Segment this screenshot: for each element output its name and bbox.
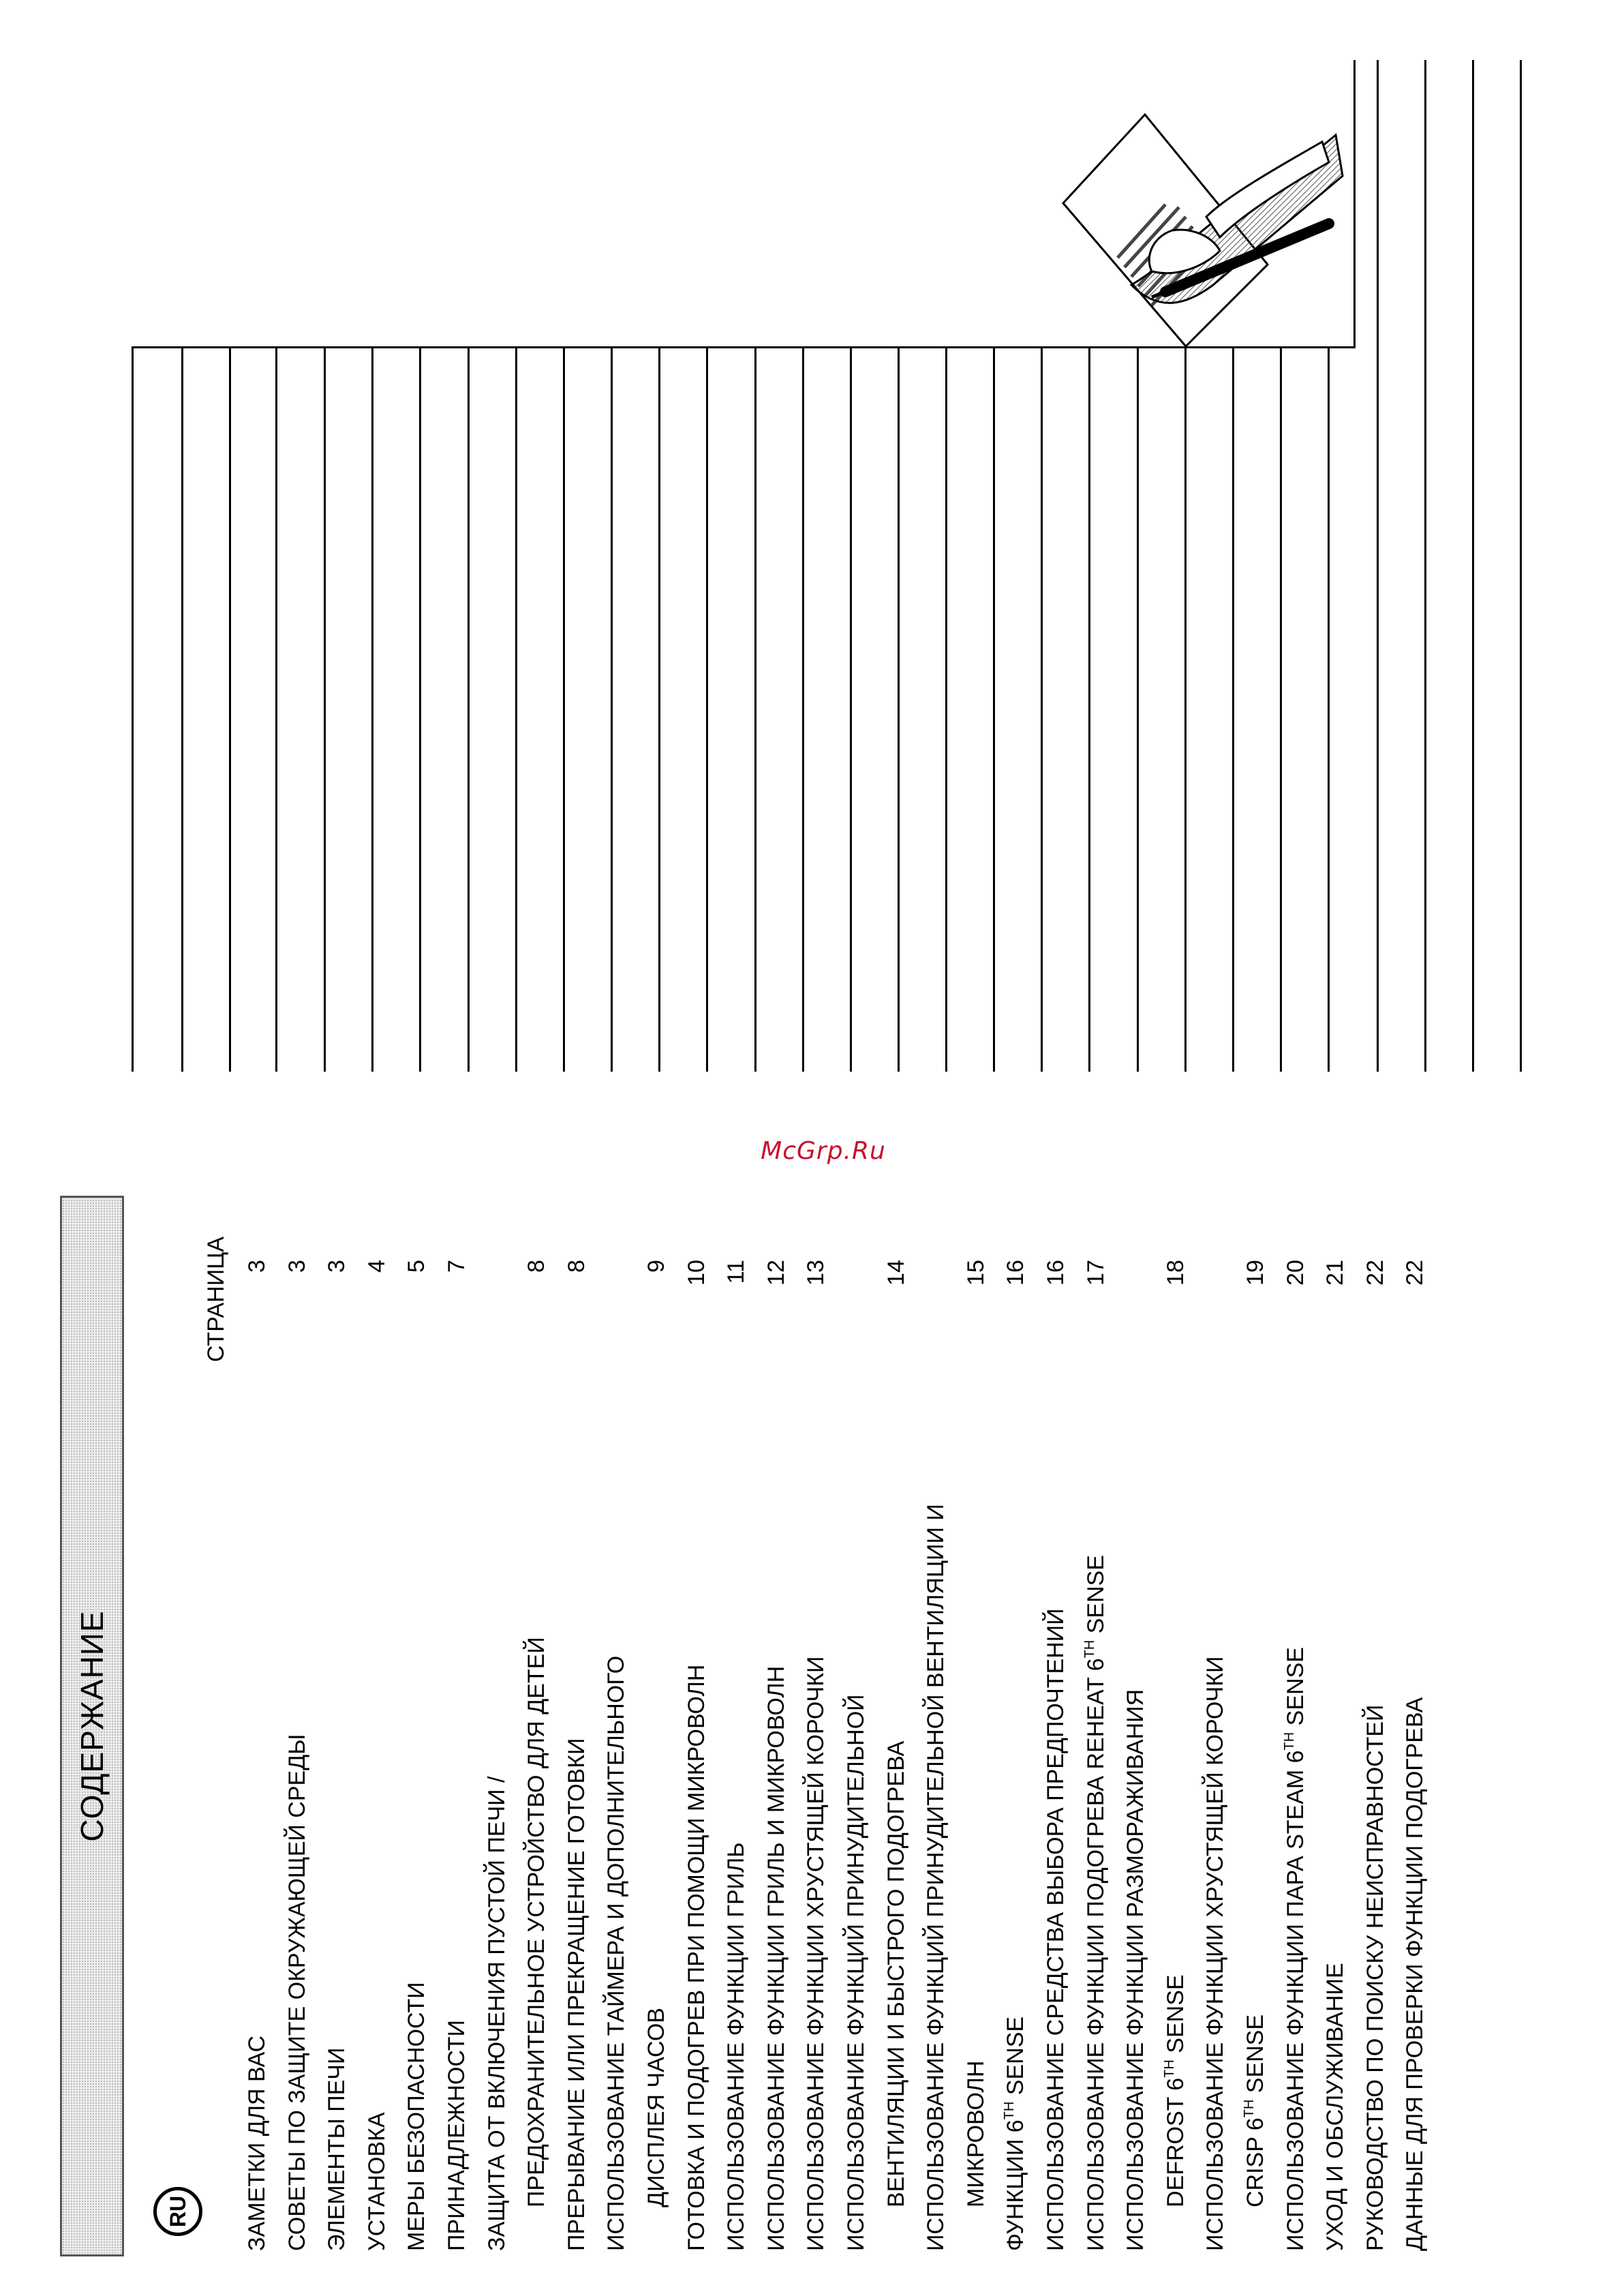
toc-entry xyxy=(1356,796,1395,2296)
toc-entry-label xyxy=(956,2061,996,2207)
page-column-header: СТРАНИЦА xyxy=(203,1236,229,1362)
note-rule-line xyxy=(1088,348,1090,1072)
toc-entry-text: ИСПОЛЬЗОВАНИЕ ФУНКЦИИ ХРУСТЯЩЕЙ КОРОЧКИ xyxy=(803,1656,829,2251)
toc-entry xyxy=(876,796,916,2296)
note-rule-line xyxy=(419,348,421,1072)
toc-entry xyxy=(756,796,796,2296)
toc-entry-text: ЭЛЕМЕНТЫ ПЕЧИ xyxy=(324,2047,350,2251)
toc-entry-text: ГОТОВКА И ПОДОГРЕВ ПРИ ПОМОЩИ МИКРОВОЛН xyxy=(683,1664,709,2251)
toc-entry xyxy=(277,796,317,2296)
note-rule-line xyxy=(706,348,708,1072)
toc-entry-label xyxy=(677,1665,716,2251)
toc-entry-text-suffix: SENSE xyxy=(1242,2014,1268,2100)
toc-entry-page: 9 xyxy=(643,1260,669,1273)
toc-entry-label xyxy=(317,2048,356,2251)
toc-entry xyxy=(637,796,676,2296)
toc-entry-text: ИСПОЛЬЗОВАНИЕ ФУНКЦИЙ ПРИНУДИТЕЛЬНОЙ ВЕНТИЛЯЦИИ И xyxy=(923,1504,949,2251)
toc-entry xyxy=(916,796,955,2296)
toc-entry-label xyxy=(557,1738,596,2251)
toc-entry-text: МИКРОВОЛН xyxy=(962,2060,989,2207)
toc-entry-text: ИСПОЛЬЗОВАНИЕ ФУНКЦИЙ ПРИНУДИТЕЛЬНОЙ xyxy=(843,1694,869,2251)
note-rule-line xyxy=(515,348,517,1072)
toc-entry-text: ИСПОЛЬЗОВАНИЕ ФУНКЦИИ ПОДОГРЕВА REHEAT 6 xyxy=(1082,1658,1109,2251)
toc-entry-page: 19 xyxy=(1242,1260,1268,1286)
toc-entry-label xyxy=(1116,1689,1155,2251)
note-rule-line xyxy=(1184,348,1187,1072)
toc-entry xyxy=(677,796,716,2296)
toc-entry-text-suffix: SENSE xyxy=(1162,1974,1189,2060)
toc-entry-label xyxy=(1356,1705,1395,2251)
toc-entry-label xyxy=(876,1741,916,2207)
toc-entry xyxy=(716,796,756,2296)
toc-entry xyxy=(956,796,996,2296)
toc-entry-label xyxy=(477,1777,517,2251)
toc-entry-text: ИСПОЛЬЗОВАНИЕ ФУНКЦИИ ПАРА STEAM 6 xyxy=(1282,1750,1309,2251)
note-rule-line xyxy=(229,348,231,1072)
toc-entry-text: ИСПОЛЬЗОВАНИЕ СРЕДСТВА ВЫБОРА ПРЕДПОЧТЕНИЙ xyxy=(1043,1608,1069,2251)
toc-entry-text: DEFROST 6 xyxy=(1162,2077,1189,2207)
toc-entry-text: ВЕНТИЛЯЦИИ И БЫСТРОГО ПОДОГРЕВА xyxy=(883,1740,909,2207)
note-rule-line xyxy=(1328,348,1330,1072)
note-rule-line xyxy=(1232,348,1234,1072)
toc-entry-page: 13 xyxy=(803,1260,829,1286)
contents-title-bar xyxy=(60,1196,124,2256)
toc-entry-page: 5 xyxy=(403,1260,430,1273)
toc-entry-label xyxy=(1156,1974,1195,2207)
toc-entry-page: 15 xyxy=(962,1260,989,1286)
toc-entry xyxy=(836,796,876,2296)
notes-box-top xyxy=(132,346,1356,348)
note-rule-line xyxy=(132,348,134,1072)
note-rule-line xyxy=(1520,60,1522,1072)
toc-entry-page: 8 xyxy=(523,1260,550,1273)
note-rule-line xyxy=(275,348,277,1072)
toc-entry-text: ПРЕРЫВАНИЕ ИЛИ ПРЕКРАЩЕНИЕ ГОТОВКИ xyxy=(563,1738,590,2251)
toc-entry-page: 22 xyxy=(1402,1260,1428,1286)
note-rule-line xyxy=(945,348,947,1072)
note-rule-line xyxy=(1424,60,1426,1072)
note-rule-line xyxy=(993,348,995,1072)
toc-entry-label xyxy=(357,2112,397,2251)
toc-entry xyxy=(1156,796,1195,2296)
note-rule-line xyxy=(181,348,183,1072)
toc-entry-text: СОВЕТЫ ПО ЗАЩИТЕ ОКРУЖАЮЩЕЙ СРЕДЫ xyxy=(284,1734,310,2251)
toc-entry-page: 16 xyxy=(1043,1260,1069,1286)
toc-entry-page: 4 xyxy=(363,1260,390,1273)
note-rule-line xyxy=(468,348,470,1072)
toc-entry-text: УСТАНОВКА xyxy=(363,2112,390,2251)
toc-entry xyxy=(317,796,356,2296)
toc-entry-text: ПРИНАДЛЕЖНОСТИ xyxy=(444,2020,470,2251)
note-rule-line xyxy=(802,348,804,1072)
note-rule-line xyxy=(658,348,660,1072)
toc-entry-label xyxy=(796,1657,836,2251)
toc-entry xyxy=(1076,796,1116,2296)
note-rule-line xyxy=(1280,348,1282,1072)
toc-entry-text: ЗАЩИТА ОТ ВКЛЮЧЕНИЯ ПУСТОЙ ПЕЧИ / xyxy=(483,1776,510,2251)
toc-entry xyxy=(1116,796,1155,2296)
note-rule-line xyxy=(754,348,756,1072)
toc-entry-page: 17 xyxy=(1082,1260,1109,1286)
toc-entry-superscript: TH xyxy=(1002,2101,1017,2120)
toc-entry-text-suffix: SENSE xyxy=(1003,2016,1029,2102)
toc-entry-label xyxy=(716,1842,756,2251)
notes-box-divider xyxy=(1353,60,1356,348)
toc-entry-text: ИСПОЛЬЗОВАНИЕ ФУНКЦИИ ГРИЛЬ xyxy=(723,1842,750,2251)
toc-entry xyxy=(1315,796,1355,2296)
toc-entry xyxy=(596,796,636,2296)
toc-entry-label xyxy=(916,1504,955,2251)
toc-entry-label xyxy=(1195,1657,1235,2251)
toc-entry-text: ИСПОЛЬЗОВАНИЕ ФУНКЦИИ ХРУСТЯЩЕЙ КОРОЧКИ xyxy=(1202,1656,1229,2251)
toc-entry xyxy=(1395,796,1435,2296)
toc-entry-text: ИСПОЛЬЗОВАНИЕ ФУНКЦИИ ГРИЛЬ И МИКРОВОЛН xyxy=(763,1665,789,2251)
toc-entry-superscript: TH xyxy=(1242,2099,1257,2118)
toc-entry-text: ИСПОЛЬЗОВАНИЕ ФУНКЦИИ РАЗМОРАЖИВАНИЯ xyxy=(1122,1689,1149,2251)
toc-entry-text: ИСПОЛЬЗОВАНИЕ ТАЙМЕРА И ДОПОЛНИТЕЛЬНОГО xyxy=(603,1655,630,2251)
toc-entry-page: 7 xyxy=(444,1260,470,1273)
toc-entry xyxy=(996,796,1035,2296)
toc-entry-label xyxy=(1395,1697,1435,2251)
toc-entry-label xyxy=(756,1666,796,2251)
toc-entry-page: 3 xyxy=(244,1260,270,1273)
note-rule-line xyxy=(1377,60,1379,1072)
toc-entry-label xyxy=(637,2008,676,2207)
toc-entry-page: 8 xyxy=(563,1260,590,1273)
toc-entry-label xyxy=(237,2036,277,2251)
toc-entry-page: 20 xyxy=(1282,1260,1309,1286)
note-rule-line xyxy=(611,348,613,1072)
toc-entry-label xyxy=(1236,2014,1275,2207)
toc-entry xyxy=(437,796,476,2296)
toc-entry-page: 10 xyxy=(683,1260,709,1286)
toc-entry-label xyxy=(1315,1963,1355,2251)
toc-entry-text: РУКОВОДСТВО ПО ПОИСКУ НЕИСПРАВНОСТЕЙ xyxy=(1362,1704,1388,2251)
toc-entry-label xyxy=(397,1982,436,2251)
toc-entry xyxy=(1195,796,1235,2296)
toc-entry-page: 21 xyxy=(1322,1260,1349,1286)
note-rule-line xyxy=(563,348,565,1072)
toc-entry-page: 3 xyxy=(284,1260,310,1273)
toc-entry-label xyxy=(596,1656,636,2251)
toc-entry-text: ДИСПЛЕЯ ЧАСОВ xyxy=(643,2008,669,2207)
toc-entry-text-suffix: SENSE xyxy=(1282,1647,1309,1732)
toc-entry-page: 3 xyxy=(324,1260,350,1273)
toc-entry-label xyxy=(1076,1555,1116,2251)
toc-entry xyxy=(357,796,397,2296)
language-badge-label: RU xyxy=(165,2195,190,2228)
toc-entry-text: МЕРЫ БЕЗОПАСНОСТИ xyxy=(403,1982,430,2251)
toc-entry-superscript: TH xyxy=(1161,2059,1177,2078)
note-rule-line xyxy=(324,348,326,1072)
toc-entry-text: ЗАМЕТКИ ДЛЯ ВАС xyxy=(244,2035,270,2251)
toc-entry-label xyxy=(836,1694,876,2251)
note-rule-line xyxy=(371,348,373,1072)
toc-entry xyxy=(517,796,556,2296)
watermark: McGrp.Ru xyxy=(761,1137,886,1165)
toc-entry-label xyxy=(437,2020,476,2251)
toc-entry-superscript: TH xyxy=(1281,1732,1297,1751)
toc-entry-page: 11 xyxy=(723,1260,750,1284)
toc-entry-text-suffix: SENSE xyxy=(1082,1555,1109,1640)
toc-entry xyxy=(477,796,517,2296)
toc-entry-label xyxy=(1276,1647,1315,2251)
page-title: СОДЕРЖАНИЕ xyxy=(74,1610,110,1842)
toc-entry-text: УХОД И ОБСЛУЖИВАНИЕ xyxy=(1322,1963,1349,2251)
toc-entry-page: 22 xyxy=(1362,1260,1388,1286)
toc-entry-label xyxy=(996,2016,1035,2251)
toc-entry-label xyxy=(277,1734,317,2251)
toc-entry-page: 18 xyxy=(1162,1260,1189,1286)
toc-entry-text: CRISP 6 xyxy=(1242,2117,1268,2207)
toc-entry-superscript: TH xyxy=(1082,1640,1097,1659)
toc-entry-label xyxy=(1036,1608,1075,2251)
note-rule-line xyxy=(898,348,900,1072)
toc-entry-text: ФУНКЦИИ 6 xyxy=(1003,2119,1029,2251)
language-badge xyxy=(153,2187,202,2236)
note-rule-line xyxy=(1041,348,1043,1072)
toc-entry-label xyxy=(517,1637,556,2207)
note-rule-line xyxy=(850,348,852,1072)
note-rule-line xyxy=(1137,348,1139,1072)
toc-entry-page: 16 xyxy=(1003,1260,1029,1286)
toc-entry-text: ДАННЫЕ ДЛЯ ПРОВЕРКИ ФУНКЦИИ ПОДОГРЕВА xyxy=(1402,1697,1428,2251)
toc-entry xyxy=(1236,796,1275,2296)
toc-entry-page: 12 xyxy=(763,1260,789,1286)
note-rule-line xyxy=(1472,60,1474,1072)
toc-entry-text: ПРЕДОХРАНИТЕЛЬНОЕ УСТРОЙСТВО ДЛЯ ДЕТЕЙ xyxy=(523,1637,550,2207)
toc-entry-page: 14 xyxy=(883,1260,909,1286)
toc-entry xyxy=(397,796,436,2296)
hand-writing-on-paper-icon xyxy=(1050,60,1349,346)
toc-entry xyxy=(237,796,277,2296)
